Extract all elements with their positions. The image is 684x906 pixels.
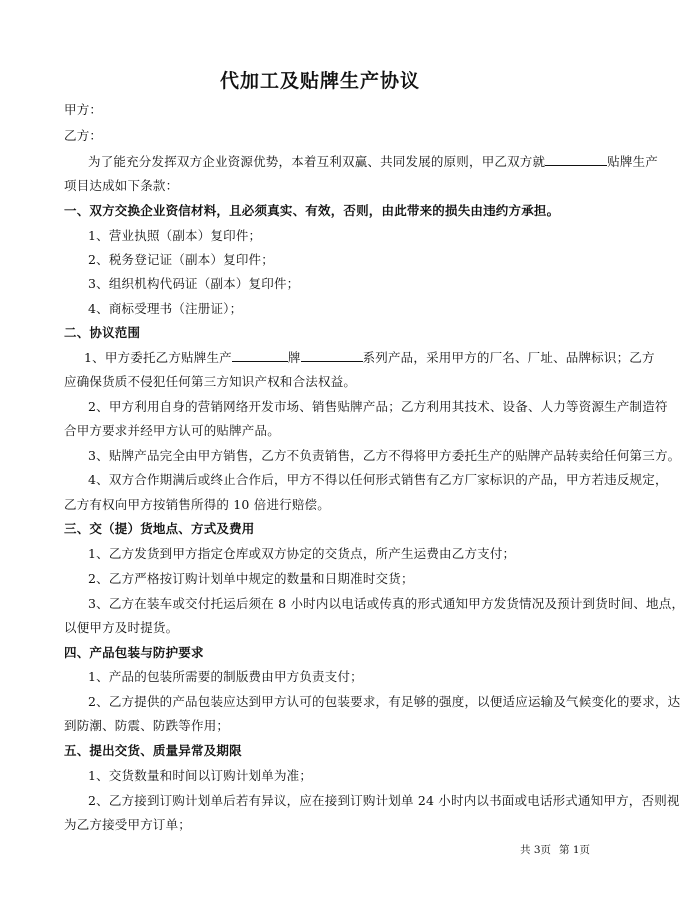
- section-2-item-2-line-2: 合甲方要求并经甲方认可的贴牌产品。: [64, 423, 280, 438]
- brand-name-blank: [232, 349, 288, 362]
- section-2-item-1-line-1: [84, 348, 655, 366]
- section-2-item-1-line-2: 应确保货质不侵犯任何第三方知识产权和合法权益。: [64, 374, 357, 389]
- section-4-heading: 四、产品包装与防护要求: [64, 645, 204, 660]
- intro-line-1: [88, 152, 659, 170]
- section-5-item-1: 1、交货数量和时间以订购计划单为准；: [88, 768, 313, 783]
- total-pages: 共 3页: [520, 844, 552, 856]
- section-3-heading: 三、交（提）货地点、方式及费用: [64, 521, 255, 536]
- section-2-item-1-text-c: 系列产品，采用甲方的厂名、厂址、品牌标识；乙方: [362, 350, 655, 365]
- section-3-item-3-line-1: 3、乙方在装车或交付托运后须在 8 小时内以电话或传真的形式通知甲方发货情况及预计到货时间、地点，: [88, 596, 684, 611]
- current-page: 第 1页: [559, 844, 591, 856]
- intro-line-2: 项目达成如下条款：: [64, 178, 179, 193]
- page-footer: [520, 842, 598, 857]
- intro-text-a: 为了能充分发挥双方企业资源优势，本着互利双赢、共同发展的原则，甲乙双方就: [88, 154, 546, 169]
- section-1-item-3: 3、组织机构代码证（副本）复印件；: [88, 276, 300, 291]
- intro-text-b: 贴牌生产: [607, 154, 659, 169]
- section-3-item-3-line-2: 以便甲方及时提货。: [64, 620, 179, 635]
- section-4-item-2-line-1: 2、乙方提供的产品包装应达到甲方认可的包装要求，有足够的强度，以便适应运输及气候变化的要求，达: [88, 694, 681, 709]
- section-2-item-1-text-b: 牌: [287, 350, 301, 365]
- section-1-item-2: 2、税务登记证（副本）复印件；: [88, 252, 274, 267]
- document-title: 代加工及贴牌生产协议: [219, 70, 420, 92]
- section-5-item-2-line-2: 为乙方接受甲方订单；: [64, 817, 192, 832]
- section-4-item-1: 1、产品的包装所需要的制版费由甲方负责支付；: [88, 669, 363, 684]
- section-2-heading: 二、协议范围: [64, 325, 141, 340]
- section-5-item-2-line-1: 2、乙方接到订购计划单后若有异议，应在接到订购计划单 24 小时内以书面或电话形式通知甲方，否则视: [88, 793, 680, 808]
- section-2-item-1-text-a: 1、甲方委托乙方贴牌生产: [84, 350, 232, 365]
- section-2-item-4-line-2: 乙方有权向甲方按销售所得的 10 倍进行赔偿。: [64, 497, 330, 512]
- section-4-item-2-line-2: 到防潮、防震、防跌等作用；: [64, 718, 230, 733]
- series-name-blank: [301, 349, 363, 362]
- section-3-item-1: 1、乙方发货到甲方指定仓库或双方协定的交货点，所产生运费由乙方支付；: [88, 546, 516, 561]
- section-3-item-2: 2、乙方严格按订购计划单中规定的数量和日期准时交货；: [88, 571, 414, 586]
- project-name-blank: [545, 153, 607, 166]
- party-b-line: 乙方：: [64, 128, 103, 143]
- section-1-heading: 一、双方交换企业资信材料，且必须真实、有效，否则，由此带来的损失由违约方承担。: [64, 203, 560, 218]
- section-2-item-2-line-1: 2、甲方利用自身的营销网络开发市场、销售贴牌产品；乙方利用其技术、设备、人力等资源生产制造符: [88, 399, 668, 414]
- party-a-line: 甲方：: [64, 102, 103, 117]
- section-1-item-4: 4、商标受理书（注册证）；: [88, 301, 243, 316]
- section-5-heading: 五、提出交货、质量异常及期限: [64, 743, 242, 758]
- section-1-item-1: 1、营业执照（副本）复印件；: [88, 228, 262, 243]
- section-2-item-3: 3、贴牌产品完全由甲方销售，乙方不负责销售，乙方不得将甲方委托生产的贴牌产品转卖给任何第三方。: [88, 448, 681, 463]
- section-2-item-4-line-1: 4、双方合作期满后或终止合作后，甲方不得以任何形式销售有乙方厂家标识的产品，甲方若违反规定，: [88, 472, 668, 487]
